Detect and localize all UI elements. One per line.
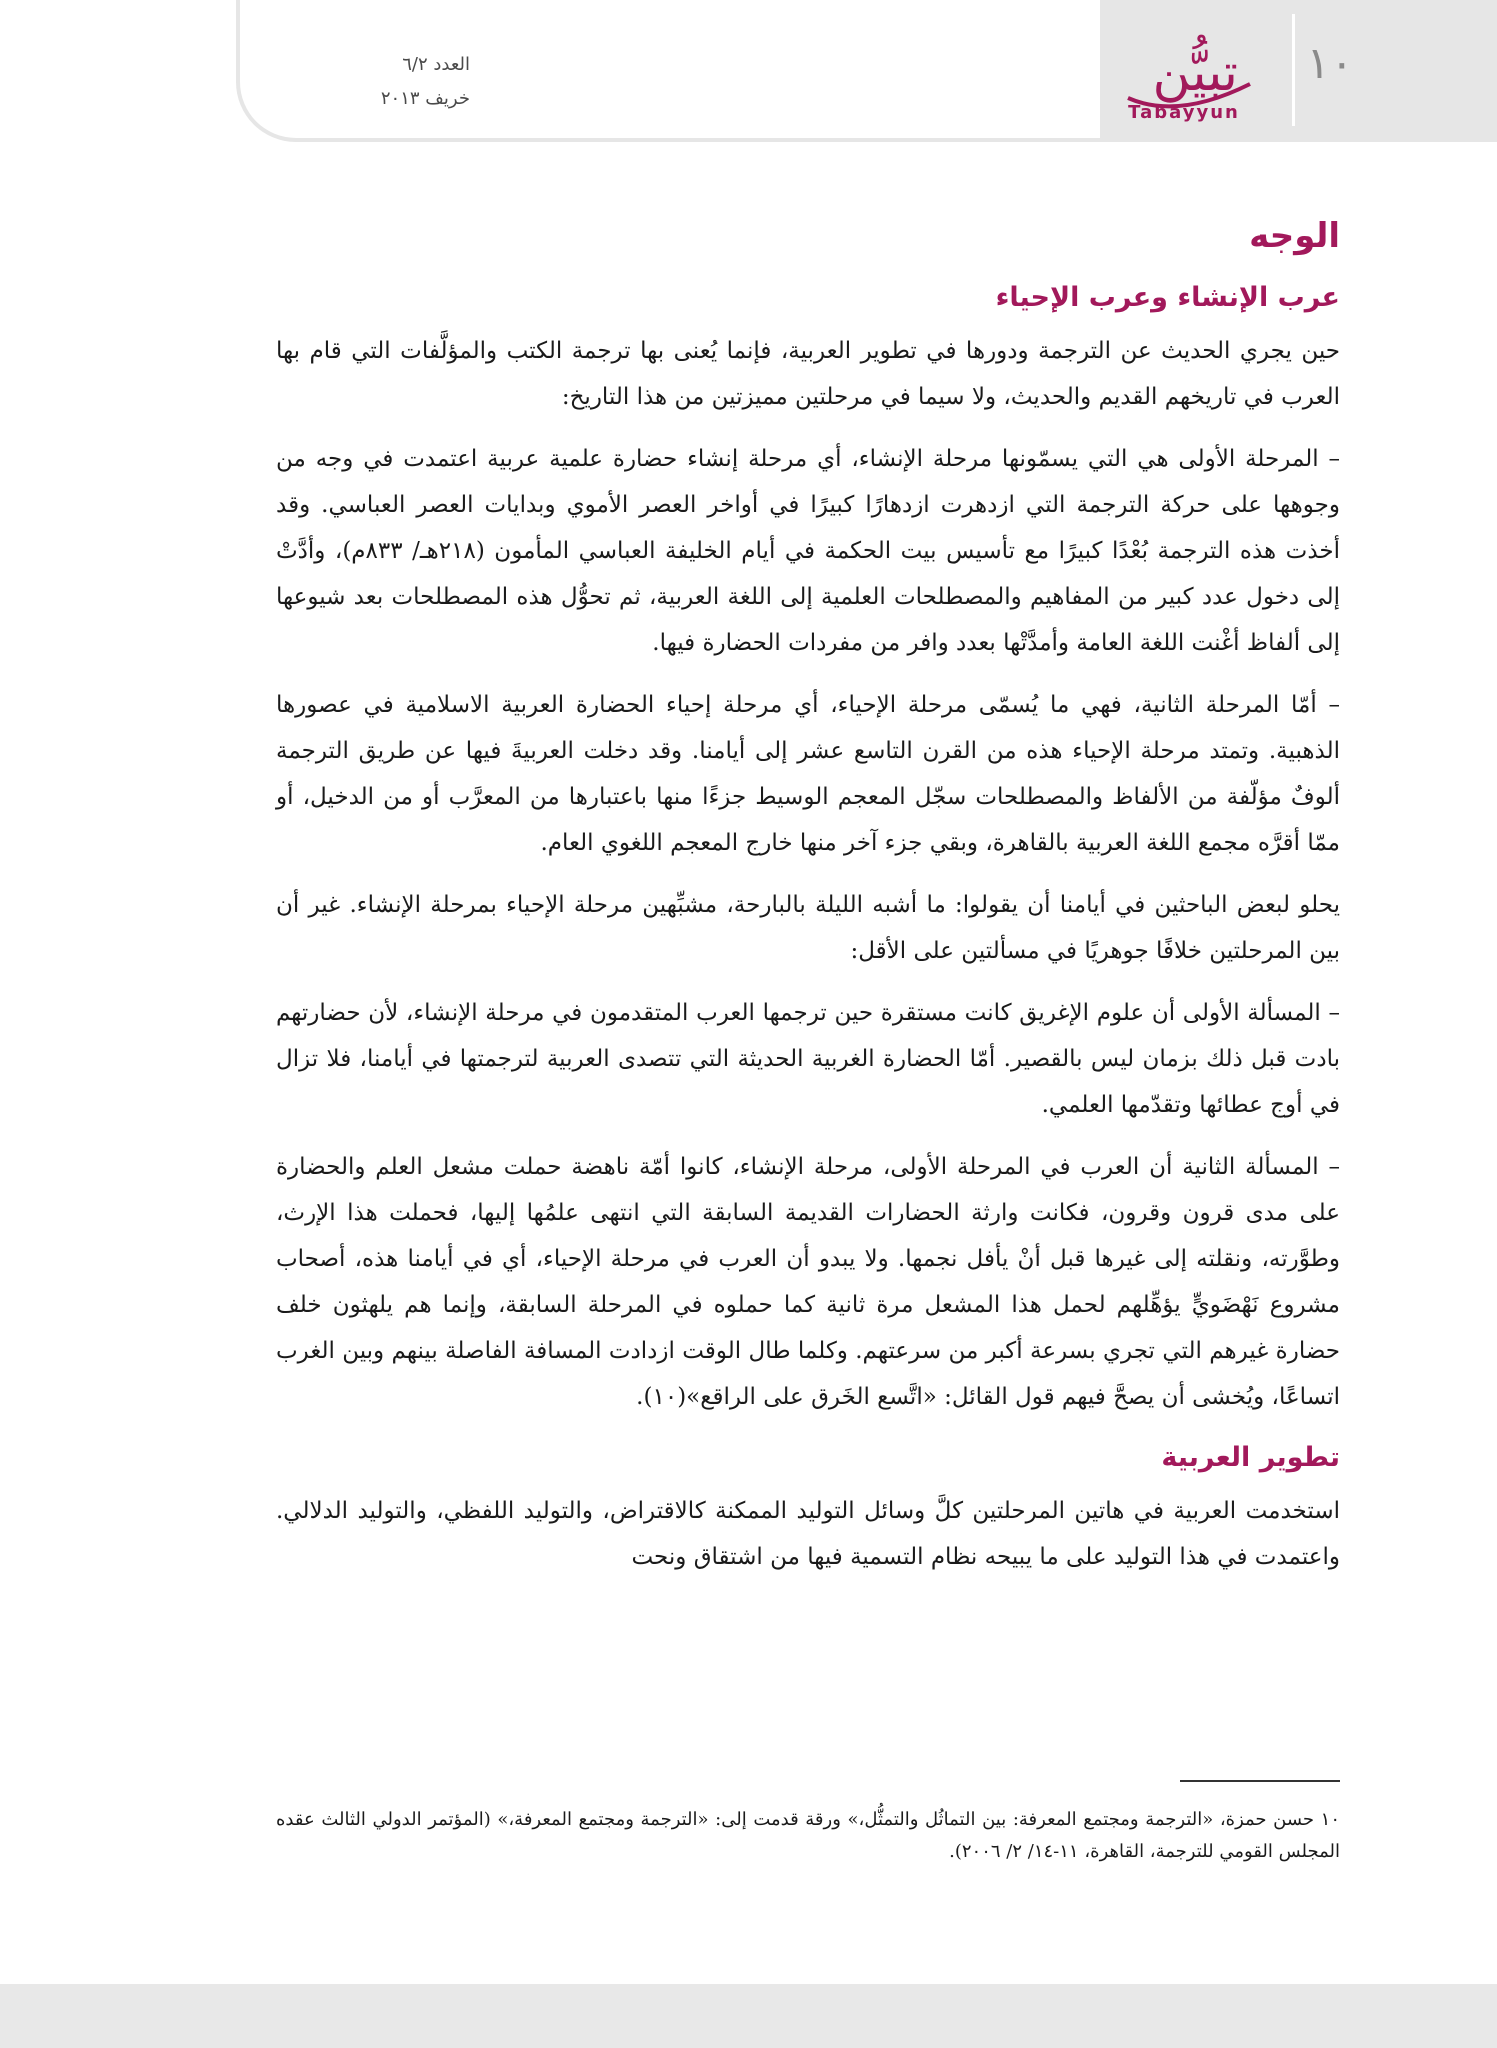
page-number: ١٠ bbox=[1306, 38, 1354, 89]
footnote: ١٠ حسن حمزة، «الترجمة ومجتمع المعرفة: بين التماثُل والتمثُّل،» ورقة قدمت إلى: «الترجمة ومجتمع المعرفة،» (المؤتمر الدولي الثالث عقده المجلس القومي للترجمة، القاهرة، ١١-١٤/ ٢/ ٢٠٠٦). bbox=[276, 1809, 1340, 1862]
article-body bbox=[276, 212, 1340, 1596]
paragraph: – المرحلة الأولى هي التي يسمّونها مرحلة الإنشاء، أي مرحلة إنشاء حضارة علمية عربية اعتمدت في وجه من وجوهها على حركة الترجمة التي ازدهرت ازدهارًا كبيرًا في أواخر العصر الأموي وبدايات العصر العباسي. وقد أخذت هذه الترجمة بُعْدًا كبيرًا مع تأسيس بيت الحكمة في أيام الخليفة العباسي المأمون (٢١٨هـ/ ٨٣٣م)، وأدَّتْ إلى دخول عدد كبير من المفاهيم والمصطلحات العلمية إلى اللغة العربية، ثم تحوُّل هذه المصطلحات بعد شيوعها إلى ألفاظ أغْنت اللغة العامة وأمدَّتْها بعدد وافر من مفردات الحضارة فيها. bbox=[276, 446, 1340, 656]
bottom-band bbox=[0, 1984, 1497, 2048]
paragraph-last: استخدمت العربية في هاتين المرحلتين كلَّ وسائل التوليد الممكنة كالاقتراض، والتوليد اللفظي، والتوليد الدلالي. واعتمدت في هذا التوليد على ما يبيحه نظام التسمية فيها من اشتقاق ونحت bbox=[276, 1498, 1340, 1570]
footnote-divider bbox=[1180, 1780, 1340, 1782]
issue-season: خريف ٢٠١٣ bbox=[380, 88, 470, 109]
issue-number: العدد ٦/٢ bbox=[402, 54, 470, 75]
paragraph: – المسألة الأولى أن علوم الإغريق كانت مستقرة حين ترجمها العرب المتقدمون في مرحلة الإنشاء، لأن حضارتهم بادت قبل ذلك بزمان ليس بالقصير. أمّا الحضارة الغربية الحديثة التي تتصدى العربية لترجمتها في أيامنا، فلا تزال في أوج عطائها وتقدّمها العلمي. bbox=[276, 1000, 1340, 1118]
section-title: الوجه bbox=[1249, 216, 1340, 256]
paragraph: – أمّا المرحلة الثانية، فهي ما يُسمّى مرحلة الإحياء، أي مرحلة إحياء الحضارة العربية الاسلامية في عصورها الذهبية. وتمتد مرحلة الإحياء هذه من القرن التاسع عشر إلى أيامنا. وقد دخلت العربيةَ فيها عن طريق الترجمة ألوفٌ مؤلّفة من الألفاظ والمصطلحات سجّل المعجم الوسيط جزءًا منها باعتبارها من المعرَّب أو من الدخيل، أو ممّا أقرَّه مجمع اللغة العربية بالقاهرة، وبقي جزء آخر منها خارج المعجم اللغوي العام. bbox=[276, 692, 1340, 856]
logo-arabic: تبيُّن bbox=[1152, 43, 1238, 103]
paragraph: حين يجري الحديث عن الترجمة ودورها في تطوير العربية، فإنما يُعنى بها ترجمة الكتب والمؤلَّفات التي قام بها العرب في تاريخهم القديم والحديث، ولا سيما في مرحلتين مميزتين من هذا التاريخ: bbox=[276, 338, 1340, 410]
logo-latin: Tabayyun bbox=[1128, 102, 1240, 123]
paragraph: يحلو لبعض الباحثين في أيامنا أن يقولوا: ما أشبه الليلة بالبارحة، مشبِّهين مرحلة الإحياء بمرحلة الإنشاء. غير أن بين المرحلتين خلافًا جوهريًا في مسألتين على الأقل: bbox=[276, 892, 1340, 964]
paragraph: – المسألة الثانية أن العرب في المرحلة الأولى، مرحلة الإنشاء، كانوا أمّة ناهضة حملت مشعل العلم والحضارة على مدى قرون وقرون، فكانت وارثة الحضارات القديمة السابقة التي انتهى علمُها إليها، فحملت هذا الإرث، وطوَّرته، ونقلته إلى غيرها قبل أنْ يأفل نجمها. ولا يبدو أن العرب في مرحلة الإحياء، أي في أيامنا هذه، أصحاب مشروع نَهْضَويٍّ يؤهِّلهم لحمل هذا المشعل مرة ثانية كما حملوه في المرحلة السابقة، وإنما هم يلهثون خلف حضارة غيرهم التي تجري بسرعة أكبر من سرعتهم. وكلما طال الوقت ازدادت المسافة الفاصلة بينهم وبين الغرب اتساعًا، ويُخشى أن يصحَّ فيهم قول القائل: «اتَّسع الخَرق على الراقع»(١٠). bbox=[276, 1154, 1340, 1410]
subheading-arab-insha: عرب الإنشاء وعرب الإحياء bbox=[995, 282, 1340, 313]
subheading-tatwir: تطوير العربية bbox=[1161, 1442, 1340, 1473]
header-divider bbox=[1292, 14, 1295, 126]
issue-info bbox=[270, 48, 470, 116]
